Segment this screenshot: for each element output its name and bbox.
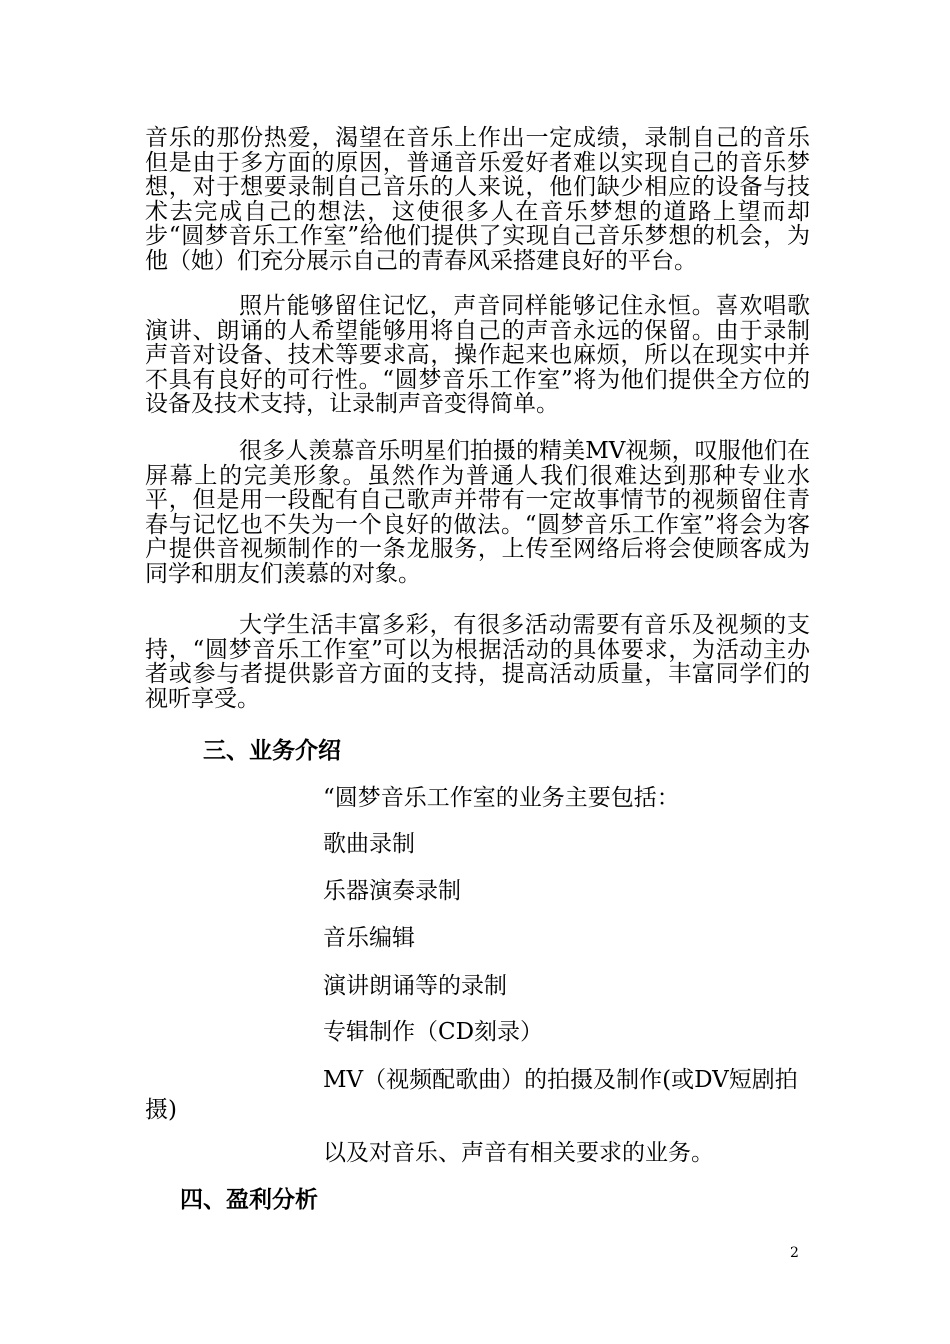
paragraph-record-voice: 照片能够留住记忆，声音同样能够记住永恒。喜欢唱歌演讲、朗诵的人希望能够用将自己的声音永远的保留。由于录制声音对设备、技术等要求高，操作起来也麻烦，所以在现实中并不具有良好的可行性。“圆梦音乐工作室”将为他们提供全方位的设备及技术支持，让录制声音变得简单。 <box>145 293 810 418</box>
business-item-music-editing: 音乐编辑 <box>323 925 415 951</box>
paragraph-campus-activities: 大学生活丰富多彩，有很多活动需要有音乐及视频的支持，“圆梦音乐工作室”可以为根据活动的具体要求，为活动主办者或参与者提供影音方面的支持，提高活动质量，丰富同学们的视听享受。 <box>145 612 810 712</box>
business-item-song-recording: 歌曲录制 <box>323 831 415 857</box>
section-heading-profit: 四、盈利分析 <box>180 1186 318 1213</box>
business-item-other: 以及对音乐、声音有相关要求的业务。 <box>323 1140 714 1166</box>
paragraph-music-passion: 音乐的那份热爱，渴望在音乐上作出一定成绩，录制自己的音乐但是由于多方面的原因，普通音乐爱好者难以实现自己的音乐梦想，对于想要录制自己音乐的人来说，他们缺少相应的设备与技术去完成自己的想法，这使很多人在音乐梦想的道路上望而却步“圆梦音乐工作室”给他们提供了实现自己音乐梦想的机会，为他（她）们充分展示自己的青春风采搭建良好的平台。 <box>145 125 810 274</box>
business-item-mv-production: MV（视频配歌曲）的拍摄及制作(或DV短剧拍摄) <box>145 1067 798 1123</box>
business-item-instrument-recording: 乐器演奏录制 <box>323 878 461 904</box>
business-item-album-production: 专辑制作（CD刻录） <box>323 1019 544 1045</box>
section-heading-business: 三、业务介绍 <box>203 737 341 764</box>
paragraph-mv-video: 很多人羡慕音乐明星们拍摄的精美MV视频，叹服他们在屏幕上的完美形象。虽然作为普通人我们很难达到那种专业水平，但是用一段配有自己歌声并带有一定故事情节的视频留住青春与记忆也不失为一个良好的做法。“圆梦音乐工作室”将会为客户提供音视频制作的一条龙服务，上传至网络后将会使顾客成为同学和朋友们羡慕的对象。 <box>145 438 810 587</box>
business-intro: “圆梦音乐工作室的业务主要包括： <box>323 785 680 811</box>
business-item-speech-recording: 演讲朗诵等的录制 <box>323 973 507 999</box>
page-number: 2 <box>790 1245 799 1261</box>
